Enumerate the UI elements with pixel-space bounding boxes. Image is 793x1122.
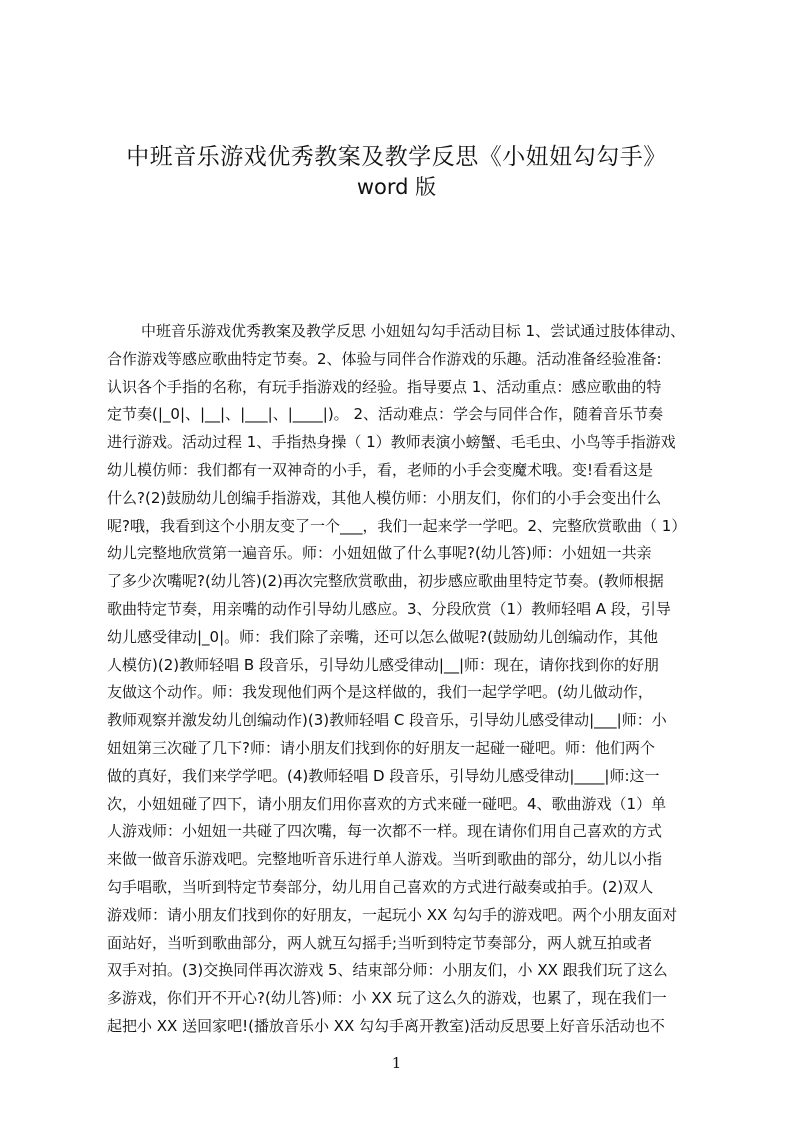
title-line-1: 中班音乐游戏优秀教案及教学反思《小妞妞勾勾手》 <box>126 144 667 170</box>
text-line: 进行游戏。活动过程 1、手指热身操（ 1）教师表演小螃蟹、毛毛虫、小鸟等手指游戏 <box>107 433 676 452</box>
text-line: 合作游戏等感应歌曲特定节奏。2、体验与同伴合作游戏的乐趣。活动准备经验准备: <box>107 349 662 368</box>
text-line: 友做这个动作。师：我发现他们两个是这样做的，我们一起学学吧。(幼儿做动作， <box>107 683 653 702</box>
page-number: 1 <box>391 1054 402 1072</box>
text-line: 面站好，当听到歌曲部分，两人就互勾摇手;当听到特定节奏部分，两人就互拍或者 <box>107 933 653 952</box>
text-line: 人游戏师：小妞妞一共碰了四次嘴，每一次都不一样。现在请你们用自己喜欢的方式 <box>107 822 663 841</box>
text-line: 多游戏，你们开不开心?(幼儿答)师：小 XX 玩了这么久的游戏，也累了，现在我们一 <box>107 989 667 1008</box>
text-line: 幼儿感受律动|_0|。师：我们除了亲嘴，还可以怎么做呢?(鼓励幼儿创编动作，其他 <box>107 627 658 646</box>
text-line: 教师观察并激发幼儿创编动作)(3)教师轻唱 C 段音乐，引导幼儿感受律动|___|师：小 <box>107 711 667 730</box>
text-line: 人模仿)(2)教师轻唱 B 段音乐，引导幼儿感受律动|__|师：现在，请你找到你的好朋 <box>107 655 660 674</box>
text-line: 起把小 XX 送回家吧!(播放音乐小 XX 勾勾手离开教室)活动反思要上好音乐活动也不 <box>107 1016 665 1035</box>
text-line: 什么?(2)鼓励幼儿创编手指游戏，其他人模仿师：小朋友们，你们的小手会变出什么 <box>107 488 662 507</box>
text-line: 歌曲特定节奏，用亲嘴的动作引导幼儿感应。3、分段欣赏（1）教师轻唱 A 段，引导 <box>107 599 671 618</box>
text-line: 中班音乐游戏优秀教案及教学反思 小妞妞勾勾手活动目标 1、尝试通过肢体律动、 <box>141 322 686 340</box>
text-line: 勾手唱歌，当听到特定节奏部分，幼儿用自己喜欢的方式进行敲奏或拍手。(2)双人 <box>107 877 654 896</box>
text-line: 认识各个手指的名称，有玩手指游戏的经验。指导要点 1、活动重点：感应歌曲的特 <box>107 377 662 396</box>
text-line: 了多少次嘴呢?(幼儿答)(2)再次完整欣赏歌曲，初步感应歌曲里特定节奏。(教师根据 <box>107 572 664 591</box>
text-line: 定节奏(|_0|、|__|、|___|、|____|)。 2、活动难点：学会与同伴合作，随着音乐节奏 <box>107 405 663 424</box>
text-line: 次，小妞妞碰了四下，请小朋友们用你喜欢的方式来碰一碰吧。4、歌曲游戏（1）单 <box>107 794 667 813</box>
text-line: 幼儿模仿师：我们都有一双神奇的小手，看，老师的小手会变魔术哦。变!看看这是 <box>107 460 654 479</box>
text-line: 游戏师：请小朋友们找到你的好朋友，一起玩小 XX 勾勾手的游戏吧。两个小朋友面对 <box>107 905 678 924</box>
text-line: 来做一做音乐游戏吧。完整地听音乐进行单人游戏。当听到歌曲的部分，幼儿以小指 <box>107 850 663 869</box>
body-paragraph <box>107 318 697 1038</box>
text-line: 妞妞第三次碰了几下?师：请小朋友们找到你的好朋友一起碰一碰吧。师：他们两个 <box>107 738 655 757</box>
document-title <box>0 143 793 200</box>
title-line-2: word 版 <box>356 175 437 199</box>
text-line: 呢?哦，我看到这个小朋友变了一个___，我们一起来学一学吧。2、完整欣赏歌曲（ 1） <box>107 516 687 535</box>
text-line: 做的真好，我们来学学吧。(4)教师轻唱 D 段音乐，引导幼儿感受律动|____|师:这一 <box>107 766 660 785</box>
text-line: 双手对拍。(3)交换同伴再次游戏 5、结束部分师：小朋友们，小 XX 跟我们玩了这么 <box>107 961 668 980</box>
text-line: 幼儿完整地欣赏第一遍音乐。师：小妞妞做了什么事呢?(幼儿答)师：小妞妞一共亲 <box>107 544 652 563</box>
